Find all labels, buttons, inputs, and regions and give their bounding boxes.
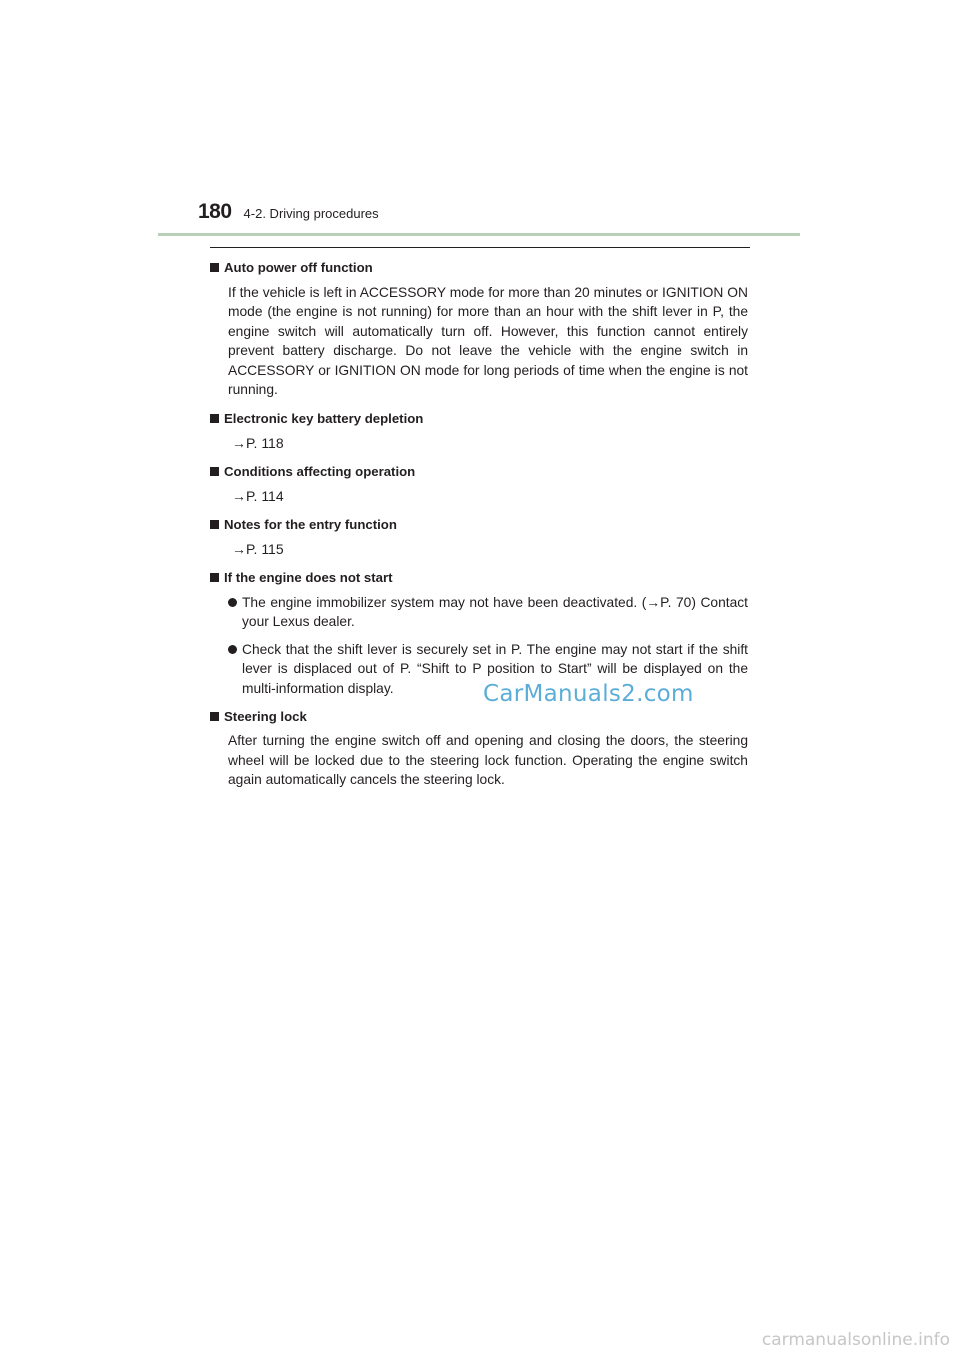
header-divider	[158, 233, 800, 236]
square-bullet-icon	[210, 467, 219, 476]
footer-watermark-text: carmanualsonline.info	[761, 1330, 950, 1350]
page-reference-link[interactable]: →P. 115	[232, 540, 284, 557]
chapter-title: 4-2. Driving procedures	[243, 206, 379, 221]
square-bullet-icon	[210, 573, 219, 582]
heading-text: Steering lock	[224, 708, 307, 724]
section-heading-steering-lock	[210, 707, 748, 727]
page-number: 180	[198, 200, 232, 223]
page-reference-link[interactable]: →P. 114	[232, 487, 284, 504]
square-bullet-icon	[210, 520, 219, 529]
round-bullet-icon	[228, 598, 237, 607]
section-heading-engine-not-start	[210, 568, 748, 588]
paragraph-auto-power-off: If the vehicle is left in ACCESSORY mode for more than 20 minutes or IGNITION ON mode (the engine is not running) for more than an hour with the shift lever in P, the engine switch will automatically turn off. However, this function cannot entirely prevent battery discharge. Do not leave the vehicle with the engine switch in ACCESSORY or IGNITION ON mode for long periods of time when the engine is not running.	[228, 284, 748, 398]
square-bullet-icon	[210, 263, 219, 272]
section-divider	[210, 247, 750, 248]
paragraph-steering-lock: After turning the engine switch off and opening and closing the doors, the steering wheel will be locked due to the steering lock function. Operating the engine switch again automatically cancels the steering lock.	[228, 733, 748, 788]
section-heading-key-battery	[210, 409, 748, 429]
heading-text: Conditions affecting operation	[224, 464, 416, 480]
page-reference-link[interactable]: →P. 118	[232, 434, 284, 451]
page-content	[210, 258, 748, 798]
page-header	[198, 200, 379, 230]
list-item	[210, 593, 748, 632]
section-heading-conditions	[210, 462, 748, 482]
heading-text: Electronic key battery depletion	[224, 411, 424, 427]
heading-text: Auto power off function	[224, 260, 373, 275]
heading-text: If the engine does not start	[224, 570, 393, 586]
heading-text: Notes for the entry function	[224, 517, 397, 533]
section-heading-auto-power-off	[210, 258, 748, 278]
bullet-text: The engine immobilizer system may not have been deactivated. (→P. 70) Contact your Lexus dealer.	[242, 594, 748, 630]
square-bullet-icon	[210, 712, 219, 721]
round-bullet-icon	[228, 645, 237, 654]
bullet-text: Check that the shift lever is securely set in P. The engine may not start if the shift lever is displaced out of P. “Shift to P position to Start” will be displayed on the multi-information display.	[242, 641, 748, 696]
square-bullet-icon	[210, 414, 219, 423]
watermark-text: CarManuals2.com	[483, 681, 694, 707]
section-heading-entry-function	[210, 515, 748, 535]
